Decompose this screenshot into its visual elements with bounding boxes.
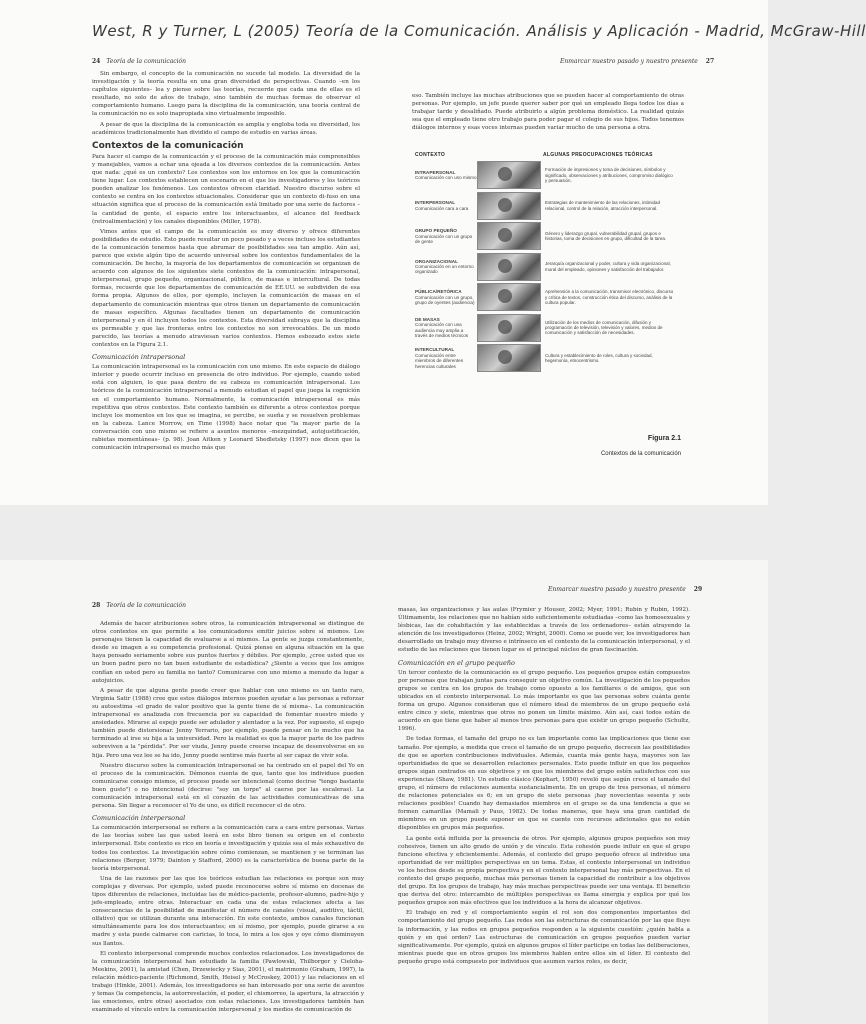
context-title: INTERCULTURAL bbox=[415, 347, 455, 353]
context-subtitle: Comunicación con una audiencia muy amplia a través de medios técnicos bbox=[415, 322, 469, 339]
paragraph: Sin embargo, el concepto de la comunicación no sucede tal modelo. La diversidad de la investigación y la teoría resulta en una gran diversidad de perspectivas. Cuando –en los capítulos siguientes– lea y piense sobre las teorías, recuerde que cada una de ellas es el resultado, no solo de años de trabajo, sino también de muchas formas de observar el comportamiento humano. Luego para la disciplina de la comunicación, una teoría central de la comunicación no es solo inapropiada sino virtualmente imposible. bbox=[92, 71, 360, 118]
paragraph: Un tercer contexto de la comunicación es el grupo pequeño. Los pequeños grupos están compuestos por personas que trabajan juntas para conseguir un objetivo común. La investigación de los pequeños grupos se centra en los grupos de trabajo como opuesto a los familiares o de amigos, que son ubicados en el contexto interpersonal. Lo más importante es que las personas sobre cuánta gente forma un grupo. Algunos consideran que el número ideal de miembros de un grupo pequeño está entre cinco y siete, mientras que otros no ponen un límite máximo. Aún así, casi todos están de acuerdo en que tiene que haber al menos tres personas para que existir un grupo pequeño (Schultz, 1996). bbox=[398, 669, 690, 733]
contexts-figure bbox=[415, 152, 685, 457]
right-text-column bbox=[398, 606, 690, 968]
figure-row bbox=[415, 191, 685, 222]
paragraph: Una de las razones por las que los teóricos estudian las relaciones es porque son muy complejas y diversas. Por ejemplo, usted puede reconocerse sobre sí mismo en docenas de tipos diferentes de relaciones, incluidas las de médico-paciente, profesor-alumno, padre-hijo y jefe-empleado, entre otras. Interactuar en cada una de estas relaciones afecta a las consecuencias de la posibilidad de manifestar el número de canales (visual, auditivo, táctil, olfativo) que se utilizan durante una interacción. En este contexto, ambos canales funcionan simultáneamente para los dos interactuantes; en sí mismo, por ejemplo, puede girarse a su madre y esta puede calmarse con caricias, lo toca, lo mira a los ojos y oye cómo disminuyen sus llantos. bbox=[92, 875, 364, 947]
paragraph: El contexto interpersonal comprende muchos contextos relacionados. Los investigadores de la comunicación interpersonal han estudiado la familia (Pawlowski, Thilborger y Cieloha-Meekins, 2001), la amistad (Chen, Drzewiecky y Sias, 2001), el matrimonio (Graham, 1997), la relación médico-paciente (Richmond, Smith, Heisel y McCroskey, 2001) y las relaciones en el trabajo (Hinkle, 2001). Además, los investigadores se han interesado por una serie de asuntos y temas (la competencia, la autorrevelación, el poder, el chismorreo, la apertura, la atracción y las emociones, entre otras) asociados con estas relaciones. Los investigadores también han examinado el vínculo entre la comunicación interpersonal y los medios de comunicación de bbox=[92, 950, 364, 1014]
context-subtitle: Comunicación con un grupo, grupo de oyentes (audiencia) bbox=[415, 294, 475, 305]
context-photo bbox=[477, 222, 541, 250]
paragraph: masas, las organizaciones y las aulas (Frymier y Houser, 2002; Myer, 1991; Rubin y Rubin, 1992). Últimamente, los relaciones que no habían sido suficientemente estudiadas –como las homosexuales y lésbicas, las de cohabitación y las establecidas a través de los ordenadores– están atrayendo la atención de los investigadores (Heinz, 2002; Wright, 2000). Como se puede ver, los investigadores han desarrollado un trabajo muy diverso e intrínseco en el contexto de la comunicación interpersonal, y el estudio de las relaciones que tienen lugar es el principal núcleo de gran fascinación. bbox=[398, 607, 690, 654]
page-number: 27 bbox=[705, 58, 715, 65]
left-running-head: 24 Teoría de la comunicación bbox=[92, 58, 187, 65]
page-number: 29 bbox=[693, 586, 703, 593]
context-photo bbox=[477, 344, 541, 372]
paragraph: Además de hacer atribuciones sobre otros, la comunicación intrapersonal se distingue de otros contextos en que permite a los comunicadores emitir juicios sobre sí mismos. Los personajes tienen la capacidad de evaluarse a sí mismos. La gente se juzga constantemente, desde su imagen a su competencia profesional. Quizá piense en alguna situación en la que haya pensado seriamente sobre sus puntos fuertes y débiles. Por ejemplo, ¿cree usted que es un buen padre pero no tan buen estudiante de estadística? ¿Siente a veces que los amigos confían en usted pero su familia no tanto? Comunicarse con uno mismo a menudo da lugar a autojuicios. bbox=[92, 621, 364, 684]
paragraph: Nuestro discurso sobre la comunicación intrapersonal se ha centrado en el papel del Yo en el proceso de la comunicación. Démonos cuenta de que, tanto que los individuos pueden comunicarse consigo mismos, el proceso puede ser intencional (como decirse "tengo bastante buen gusto") o no intencional (decirse: "soy un torpe" al caerse por las escaleras). La comunicación intrapersonal está en el corazón de las actividades comunicativas de una persona. Sin llegar a reconocer el Yo de uno, es difícil reconocer el de otro. bbox=[92, 762, 364, 810]
context-subtitle: Comunicación entre miembros de diferentes herencias culturales bbox=[415, 352, 464, 369]
context-concerns: Aprehensión a la comunicación, transmisor electrónico, discurso y crítica de textos, construcción ética del discurso, análisis de la cultura popular. bbox=[545, 289, 674, 305]
figure-row bbox=[415, 343, 685, 374]
figure-title: Contextos de la comunicación bbox=[600, 451, 681, 457]
paragraph: La comunicación interpersonal se refiere a la comunicación cara a cara entre personas. Varias de las teorías sobre las que usted leerá en este libro tienen su origen en el contexto interpersonal. Este contexto es rico en teoría e investigación y quizás sea el más exhaustivo de todos los contextos. La investigación sobre cómo comienzan, se mantienen y se terminan las relaciones (Berger, 1979; Dainton y Stafford, 2000) es la característica de buena parte de la teoría interpersonal. bbox=[92, 825, 364, 872]
figure-number: Figura 2.1 bbox=[647, 435, 681, 442]
context-subtitle: Comunicación con un grupo de gente bbox=[415, 233, 473, 244]
right-text-column bbox=[412, 92, 684, 134]
context-photo bbox=[477, 161, 541, 189]
figure-row bbox=[415, 282, 685, 313]
paragraph: Para hacer el campo de la comunicación y el proceso de la comunicación más comprensibles y manejables, vamos a echar una ojeada a los diversos contextos de la comunicación. Antes que nada: ¿qué es un contexto? Los contextos son los entornos en los que la comunicación tiene lugar. Los contextos establecen un escenario en el que los investigadores y los teóricos pueden analizar los fenómenos. Los contextos ofrecen claridad. Nuestro discurso sobre el contexto se centra en los contextos situacionales. Considerar que un contexto di-fuso en una situación significa que el proceso de la comunicación está limitado por una serie de factores –la cantidad de gente, el espacio entre los interactuantes, el alcance del feedback (retroalimentación) y los canales disponibles (Miller, 1978). bbox=[92, 153, 360, 225]
paragraph: A pesar de que la disciplina de la comunicación es amplia y engloba toda su diversidad, los académicos tradicionalmente han dividido el campo de estudio en varias áreas. bbox=[92, 121, 360, 136]
page-number: 24 bbox=[92, 58, 101, 65]
figure-row bbox=[415, 160, 685, 191]
context-subtitle: Comunicación en un entorno organizado bbox=[415, 264, 474, 275]
paragraph: La comunicación intrapersonal es la comunicación con uno mismo. En este espacio de diálogo interior y puede ocurrir incluso en presencia de otro individuo. Por ejemplo, cuando usted está con alguien, lo que pasa dentro de su cabeza es comunicación intrapersonal. Los teóricos de la comunicación intrapersonal a menudo estudian el papel que juega la cognición en el comportamiento humano. Normalmente, la comunicación intrapersonal es más repetitiva que otros contextos. Este contexto también es diferente a otros contextos porque incluye los momentos en los que se imagina, se percibe, se sueña y se resuelven problemas en la cabeza. Lance Morrow, en Time (1998) hace notar que "la mayor parte de la conversación con uno mismo se refiere a asuntos menores –mezquindad, autojustificación, rabietas momentáneas– (p. 98). Joan Aitken y Leonard Shedletsky (1997) nos dicen que la comunicación intrapersonal es mucho más que bbox=[92, 364, 360, 452]
figure-header bbox=[415, 152, 685, 158]
context-title: DE MASAS bbox=[415, 316, 440, 322]
bottom-page-spread bbox=[0, 560, 768, 1024]
context-subtitle: Comunicación cara a cara bbox=[415, 205, 469, 211]
figure-row bbox=[415, 313, 685, 344]
left-text-column bbox=[92, 620, 364, 1016]
page-number: 28 bbox=[92, 602, 101, 609]
context-title: INTRAPERSONAL bbox=[415, 169, 456, 175]
context-title: INTERPERSONAL bbox=[415, 200, 456, 206]
context-subtitle: Comunicación con uno mismo bbox=[415, 175, 477, 181]
paragraph: El trabajo en red y el comportamiento según el rol son dos componentes importantes del comportamiento del grupo pequeño. Las redes son las estructuras de comunicación por las que fluye la información, y las redes en grupos pequeños responden a la siguiente cuestión: ¿quién habla a quién y en qué orden? Las estructuras de comunicación en grupos pequeños pueden variar significativamente. Por ejemplo, quizá en algunos grupos el líder participe en todas las deliberaciones, mientras puede que en otros grupos los miembros hablen entre ellos sin el líder. El contexto del pequeño grupo está compuesto por individuos que asumen varios roles, es decir, bbox=[398, 910, 690, 965]
figure-column-context: CONTEXTO bbox=[415, 152, 446, 158]
context-photo bbox=[477, 192, 541, 220]
paragraph: eso. También incluye las muchas atribuciones que se pueden hacer al comportamiento de otras personas. Por ejemplo, un jefe puede querer saber por qué un empleado llega todos los días a trabajar tarde y desaliñado. Puede atribuirlo a algún problema doméstico. La realidad quizás sea que el empleado tiene otro trabajo para poder pagar el colegio de sus hijos. Todos tenemos diálogos internos y esas voces internas pueden variar mucho de una persona a otra. bbox=[412, 93, 684, 132]
subsection-heading: Comunicación intrapersonal bbox=[92, 353, 186, 362]
right-running-head: Enmarcar nuestro pasado y nuestro presente 29 bbox=[548, 586, 703, 593]
left-running-head: 28 Teoría de la comunicación bbox=[92, 602, 187, 609]
paragraph: A pesar de que alguna gente puede creer que hablar con uno mismo es un tanto raro, Virginia Satir (1988) cree que estos diálogos internos pueden ayudar a las personas a reforzar su autoestima –el grado de valor positivo que la gente tiene de sí misma–. La comunicación intrapersonal es analizada con frecuencia por su capacidad de fomentar nuestro miedo y ansiedades. Mirarse al espejo puede ser adulador y alentador a la vez. Por supuesto, el espejo también puede distorsionar. Jenny Yerrario, por ejemplo, puede pensar en lo mucho que ha terminado al irse su hija a la universidad. Pero la realidad es que la mayor parte de los padres sobreviven a la "pérdida". Por ser viuda, Jenny puede creerse incapaz de desenvolverse en su hija. Pero una vez lee se ha ido, Jenny puede sentirse más fuerte al ser capaz de vivir sola. bbox=[92, 687, 364, 759]
top-page-spread bbox=[0, 0, 866, 505]
figure-column-concerns: ALGUNAS PREOCUPACIONES TEÓRICAS bbox=[543, 152, 653, 158]
context-concerns: Formación de impresiones y toma de decisiones, símbolos y significado, observaciones y atribuciones, compromiso dialógico y persuasión. bbox=[545, 167, 673, 183]
context-concerns: Estrategias de mantenimiento de las relaciones, intimidad relacional, control de la relación, atracción interpersonal. bbox=[545, 200, 661, 211]
figure-row bbox=[415, 252, 685, 283]
left-text-column bbox=[92, 70, 360, 454]
context-concerns: Jerarquía organizacional y poder, cultura y vida organizacional, moral del empleado, opiniones y satisfacción del trabajador. bbox=[545, 261, 671, 272]
context-concerns: Cultura y establecimiento de roles, cultura y sociedad, hegemonía, etnocentrismo. bbox=[545, 352, 653, 364]
context-title: ORGANIZACIONAL bbox=[415, 258, 458, 264]
section-heading: Contextos de la comunicación bbox=[92, 140, 244, 151]
context-title: PÚBLICA/RETÓRICA bbox=[415, 289, 462, 295]
context-title: GRUPO PEQUEÑO bbox=[415, 228, 457, 234]
figure-caption bbox=[601, 435, 681, 460]
context-concerns: Utilización de los medios de comunicación, difusión y programación de televisión, televisión y valores, medios de comunicación y satisfacción de necesidades. bbox=[545, 319, 663, 336]
subsection-heading: Comunicación interpersonal bbox=[92, 814, 186, 823]
handwritten-citation: West, R y Turner, L (2005) Teoría de la Comunicación. Análisis y Aplicación - Madrid, McGraw-Hill bbox=[92, 22, 866, 40]
context-concerns: Género y liderazgo grupal, vulnerabilidad grupal, grupos e historias, toma de decisiones en grupo, dificultad de la tarea. bbox=[545, 230, 667, 242]
figure-row bbox=[415, 221, 685, 252]
paragraph: De todas formas, el tamaño del grupo no es tan importante como las implicaciones que tiene ese tamaño. Por ejemplo, a medida que crece el tamaño de un grupo pequeño, decrecen las posibilidades de que se aporten contribuciones individuales. Además, cuanta más gente haya, mayores son las oportunidades de que se desarrollen relaciones personales. Esto puede influir en que los pequeños grupos sigan centrados en sus objetivos y en que los miembros del grupo estén satisfechos con sus experiencias (Shaw, 1981). Un estudio clásico (Kephart, 1950) reveló que según crece el tamaño del grupo, el número de relaciones aumenta sustancialmente. En un grupo de tres personas, el número de relaciones potenciales es 6; en un grupo de siete personas ¡hay novecientas sesenta y seis relaciones posibles! Cuando hay demasiados miembros en el grupo se da una tendencia a que se formen camarillas (Mamali y Paus, 1982). De todas maneras, que haya una gran cantidad de miembros en un grupo puede suponer en que se cuente con recursos adicionales que no están disponibles en grupos más pequeños. bbox=[398, 736, 690, 832]
context-photo bbox=[477, 314, 541, 342]
context-photo bbox=[477, 253, 541, 281]
context-photo bbox=[477, 283, 541, 311]
paragraph: Vimos antes que el campo de la comunicación es muy diverso y ofrece diferentes posibilidades de estudio. Esto puede resultar un poco pesado y a veces incluso los estudiantes de la comunicación tenemos hasta que abrumar de posibilidades sea tan amplio. Aún así, parece que existe algún tipo de acuerdo universal sobre los contextos fundamentales de la comunicación. De hecho, la mayoría de los departamentos de comunicación se organizan de acuerdo con algunos de los siguientes siete contextos de la comunicación: intrapersonal, interpersonal, grupo pequeño, organizacional, público, de masas e intercultural. De todas formas, recuerde que los departamentos de comunicación de EE.UU. se subdividen de esa forma propia. Algunos de ellos, por ejemplo, incluyen la comunicación de masas en el departamento de comunicación mientras que otros tienen un departamento de comunicación de masas específico. Algunas facultades tienen un departamento de comunicación interpersonal y en él incluyen todos los contextos. Esta diversidad subraya que la disciplina es permeable y que las fronteras entre los contextos no son irrevocables. De un modo parecido, las teorías a menudo atraviesan varios contextos. Hemos esbozado estos siete contextos en la Figura 2.1. bbox=[92, 228, 360, 348]
paragraph: La gente está influida por la presencia de otros. Por ejemplo, algunos grupos pequeños son muy cohesivos, tienen un alto grado de unión y de vínculo. Esta cohesión puede influir en que el grupo funcione efectiva y eficientemente. Además, el contexto del grupo pequeño ofrece al individuo una oportunidad de ver múltiples perspectivas en un tema. Estas, el contexto interpersonal un individuo ve los hechos desde su propia perspectiva y en el contexto interpersonal hay más perspectivas. En el contexto del grupo pequeño, muchas más personas tienen la capacidad de contribuir a los objetivos del grupo. En los grupos de trabajo, hay más muchas perspectivas puede ser una ventaja. El beneficio que deriva del otro: intercambio de múltiples perspectivas es llama sinergia y explica por qué los pequeños grupos son más efectivos que los individuos a la hora de alcanzar objetivos. bbox=[398, 835, 690, 907]
right-running-head: Enmarcar nuestro pasado y nuestro presente 27 bbox=[560, 58, 715, 65]
subsection-heading: Comunicación en el grupo pequeño bbox=[398, 658, 515, 667]
